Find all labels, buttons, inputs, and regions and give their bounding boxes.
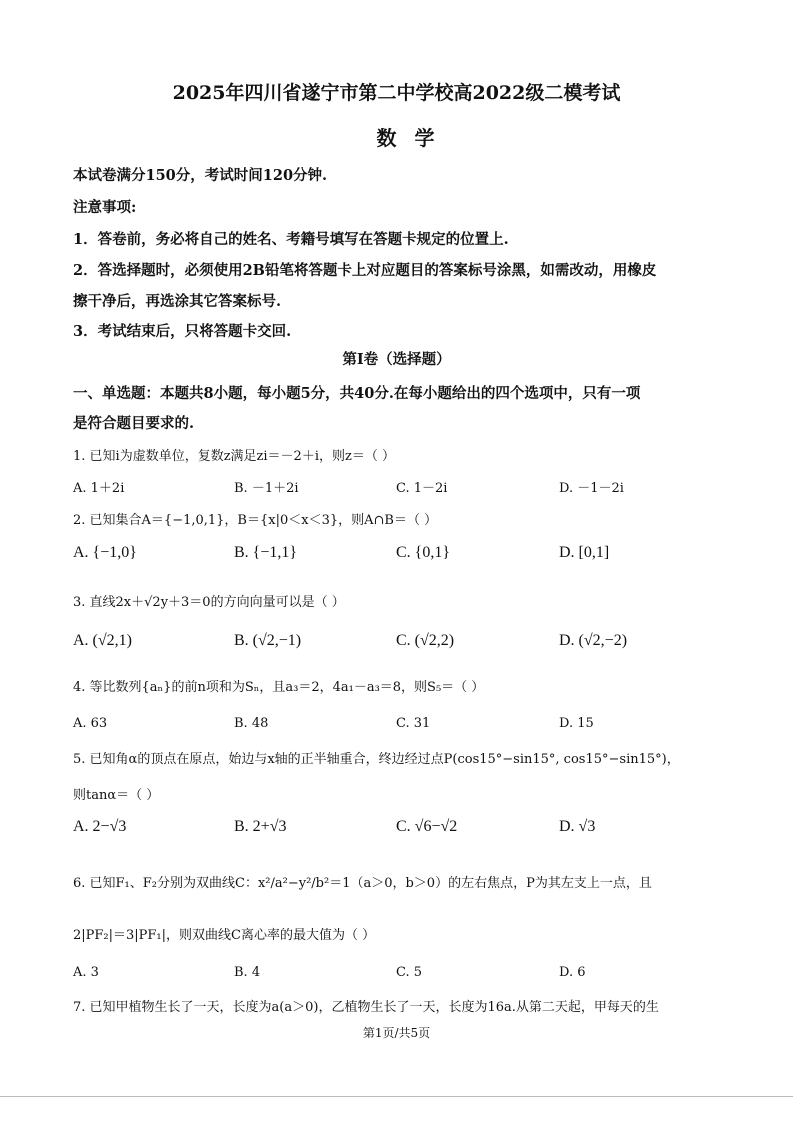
page-footer: 第1页/共5页 [362, 1026, 431, 1040]
question-4-option-d: D. 15 [559, 716, 594, 731]
notice-2: 2．答选择题时，必须使用2B铅笔将答题卡上对应题目的答案标号涂黑，如需改动，用橡皮 [73, 262, 657, 279]
question-2-option-c: C. {0,1} [396, 544, 451, 561]
question-5-option-d: D. √3 [559, 818, 596, 835]
question-5-option-a: A. 2−√3 [73, 818, 127, 835]
question-3-option-c: C. (√2,2) [396, 632, 455, 649]
part-heading: 一、单选题：本题共8小题，每小题5分，共40分.在每小题给出的四个选项中，只有一项 [73, 385, 641, 402]
question-6-stem: 6. 已知F₁、F₂分别为双曲线C：x²/a²−y²/b²＝1（a＞0，b＞0）的左右焦点，P为其左支上一点，且 [73, 876, 652, 891]
question-4-stem: 4. 等比数列{aₙ}的前n项和为Sₙ，且a₃＝2，4a₁－a₃＝8，则S₅＝（ ） [73, 680, 485, 695]
section-title: 第Ⅰ卷（选择题） [342, 351, 451, 368]
question-3-stem: 3. 直线2x＋√2y＋3＝0的方向向量可以是（ ） [73, 595, 345, 610]
notice-heading: 注意事项: [73, 199, 137, 216]
question-6-stem-cont: 2|PF₂|＝3|PF₁|，则双曲线C离心率的最大值为（ ） [73, 928, 376, 943]
question-6-option-d: D. 6 [559, 965, 586, 980]
question-7-stem: 7. 已知甲植物生长了一天，长度为a(a＞0)，乙植物生长了一天，长度为16a.从第二天起，甲每天的生 [73, 1000, 659, 1015]
question-2-option-b: B. {−1,1} [234, 544, 298, 561]
question-4-option-a: A. 63 [73, 716, 108, 731]
notice-1: 1．答卷前，务必将自己的姓名、考籍号填写在答题卡规定的位置上. [73, 231, 509, 248]
question-4-option-b: B. 48 [234, 716, 269, 731]
question-4-option-c: C. 31 [396, 716, 431, 731]
exam-intro: 本试卷满分150分，考试时间120分钟. [73, 167, 328, 184]
question-1-option-c: C. 1－2i [396, 481, 448, 496]
question-2-stem: 2. 已知集合A＝{−1,0,1}，B＝{x|0＜x＜3}，则A∩B＝（ ） [73, 513, 438, 528]
question-2-option-a: A. {−1,0} [73, 544, 137, 561]
question-1-stem: 1. 已知i为虚数单位，复数z满足zi＝－2＋i，则z＝（ ） [73, 449, 395, 464]
question-3-option-d: D. (√2,−2) [559, 632, 628, 649]
question-5-stem: 5. 已知角α的顶点在原点，始边与x轴的正半轴重合，终边经过点P(cos15°−sin15°, cos15°−sin15°)， [73, 752, 680, 767]
notice-2-cont: 擦干净后，再选涂其它答案标号. [73, 293, 282, 310]
question-5-stem-cont: 则tanα＝（ ） [73, 788, 160, 803]
question-1-option-b: B. －1＋2i [234, 481, 299, 496]
page-bottom-divider [0, 1096, 793, 1097]
question-5-option-c: C. √6−√2 [396, 818, 458, 835]
question-6-option-a: A. 3 [73, 965, 99, 980]
notice-3: 3．考试结束后，只将答题卡交回. [73, 323, 292, 340]
question-5-option-b: B. 2+√3 [234, 818, 287, 835]
question-6-option-b: B. 4 [234, 965, 261, 980]
part-heading-cont: 是符合题目要求的. [73, 415, 195, 432]
question-1-option-d: D. －1－2i [559, 481, 624, 496]
subject-title: 数学 [376, 126, 453, 150]
exam-title: 2025年四川省遂宁市第二中学校高2022级二模考试 [172, 82, 621, 104]
question-6-option-c: C. 5 [396, 965, 423, 980]
question-3-option-b: B. (√2,−1) [234, 632, 302, 649]
question-1-option-a: A. 1＋2i [73, 481, 125, 496]
question-3-option-a: A. (√2,1) [73, 632, 132, 649]
question-2-option-d: D. [0,1] [559, 544, 610, 561]
